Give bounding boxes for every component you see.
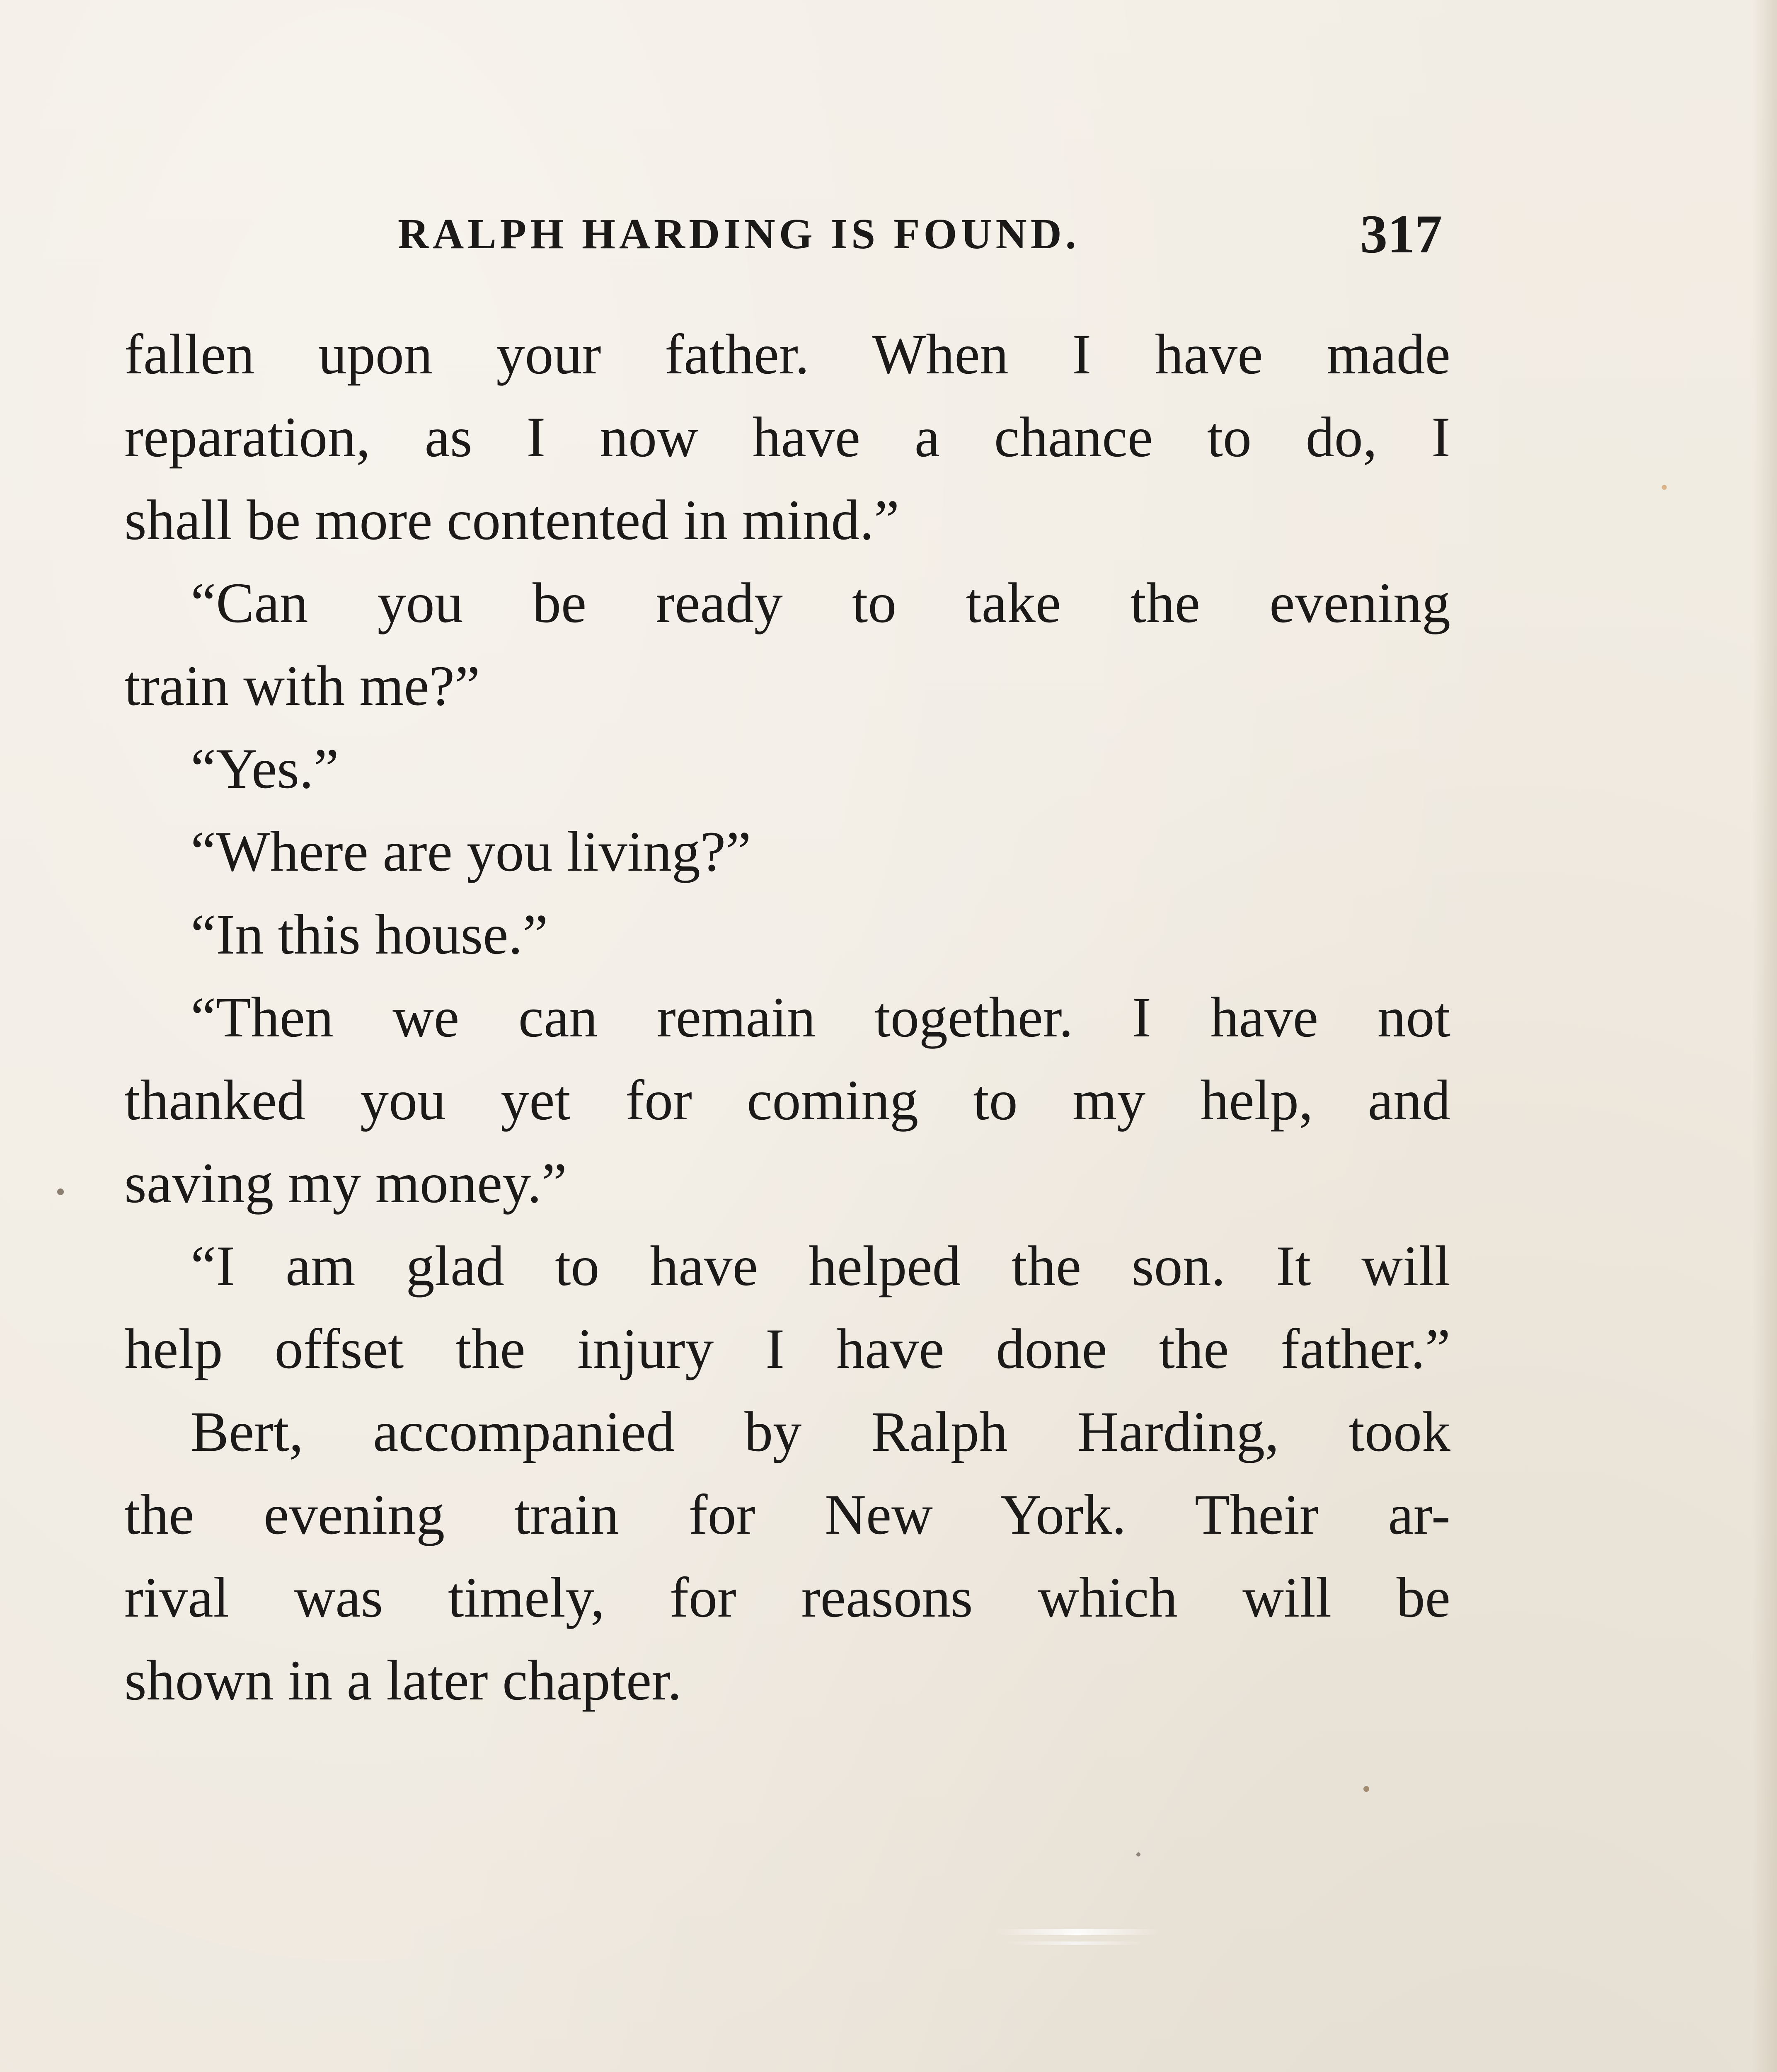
body-text: [124, 313, 1450, 1722]
text-line: Bert, accompanied by Ralph Harding, took: [191, 1400, 1450, 1463]
paper-crease: [1007, 1941, 1144, 1945]
paper-crease: [995, 1929, 1160, 1935]
paper-speck: [1363, 1786, 1369, 1792]
text-line: “Then we can remain together. I have not: [191, 985, 1450, 1049]
text-line: rival was timely, for reasons which will be: [124, 1566, 1450, 1629]
text-line: shall be more contented in mind.”: [124, 488, 900, 552]
page-number: 317: [1360, 203, 1442, 264]
paper-speck: [1662, 485, 1667, 490]
text-line: “Can you be ready to take the evening: [191, 571, 1450, 634]
text-line: reparation, as I now have a chance to do, I: [124, 405, 1450, 469]
text-line: train with me?”: [124, 654, 480, 717]
text-line: help offset the injury I have done the father.”: [124, 1317, 1450, 1380]
text-line: thanked you yet for coming to my help, and: [124, 1068, 1450, 1132]
text-line: saving my money.”: [124, 1151, 567, 1215]
text-line: the evening train for New York. Their ar-: [124, 1483, 1450, 1546]
text-line: “Yes.”: [191, 737, 339, 800]
text-line: “Where are you living?”: [191, 820, 751, 883]
running-header: RALPH HARDING IS FOUND.: [398, 210, 1080, 258]
text-line: “In this house.”: [191, 903, 548, 966]
text-line: shown in a later chapter.: [124, 1648, 682, 1712]
paper-speck: [1136, 1852, 1140, 1857]
text-line: “I am glad to have helped the son. It will: [191, 1234, 1450, 1297]
text-line: fallen upon your father. When I have made: [124, 322, 1450, 386]
page-edge-shading: [1752, 0, 1777, 2072]
paper-speck: [57, 1188, 64, 1195]
